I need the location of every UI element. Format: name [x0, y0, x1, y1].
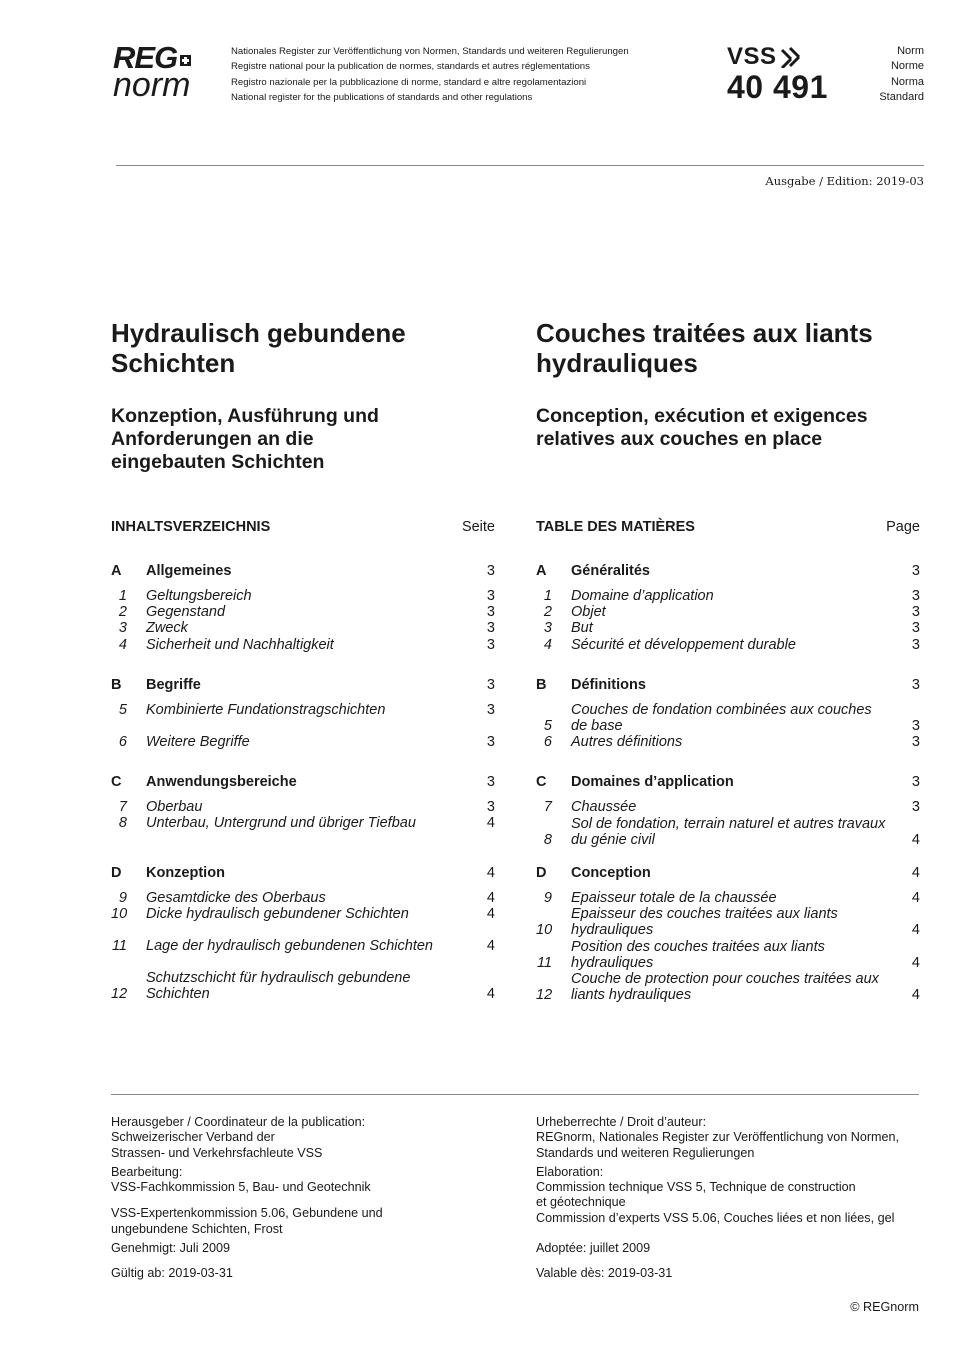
toc-section-letter: B: [536, 676, 547, 693]
copyright-info: [536, 1115, 926, 1161]
toc-section: [536, 865, 920, 1003]
toc-item-title: Unterbau, Untergrund und übriger Tiefbau: [146, 815, 416, 832]
toc-item: [111, 734, 495, 750]
toc-item: [536, 816, 920, 848]
publisher-info: [111, 1115, 501, 1161]
toc-item-number: 8: [543, 831, 552, 848]
toc-item-number: 11: [536, 954, 552, 971]
vss-arrows-icon: [779, 46, 805, 68]
toc-items: [111, 588, 495, 653]
logo-norm-text: norm: [113, 66, 191, 104]
toc-section: [111, 563, 495, 653]
toc-item-page: 4: [486, 986, 495, 1003]
footer-copyright-block: [536, 1115, 926, 1282]
doc-kind-de: Norm: [897, 45, 924, 57]
header-divider: [116, 165, 924, 166]
experts-line: VSS-Expertenkommission 5.06, Gebundene und: [111, 1206, 383, 1221]
approved-date: Genehmigt: Juli 2009: [111, 1241, 231, 1256]
toc-item-title: Lage der hydraulisch gebundenen Schichten: [146, 938, 433, 955]
toc-item: [111, 588, 495, 604]
toc-section-page: 3: [911, 563, 920, 579]
toc-section-page: 3: [911, 676, 920, 693]
toc-section-title: Konzeption: [146, 864, 225, 881]
toc-item: [536, 702, 920, 734]
toc-section: [536, 774, 920, 848]
toc-section-page: 4: [486, 864, 495, 881]
toc-item: [111, 620, 495, 636]
document-kind: [879, 44, 924, 105]
toc-item-number: 10: [536, 922, 553, 939]
logo-reg-text: REG: [113, 40, 178, 75]
vss-standard-id: [727, 44, 837, 104]
document-subtitle-de: Konzeption, Ausführung und Anforderungen an die eingebauten Schichten: [111, 405, 379, 473]
toc-item: [536, 799, 920, 815]
toc-item-title: Sicherheit und Nachhaltigkeit: [146, 636, 334, 653]
toc-section-letter: C: [111, 774, 122, 791]
toc-item: [536, 906, 920, 938]
toc-section-title: Begriffe: [146, 676, 201, 693]
toc-items: [536, 702, 920, 751]
toc-item-number: 10: [111, 905, 128, 922]
doc-kind-it: Norma: [890, 75, 924, 88]
toc-section-letter: A: [536, 563, 547, 579]
toc-item-number: 2: [118, 604, 127, 621]
toc-item: [111, 890, 495, 906]
toc-item-number: 5: [118, 701, 127, 718]
toc-item-title: But: [571, 620, 593, 637]
toc-item: [111, 938, 495, 954]
toc-item-title: Gesamtdicke des Oberbaus: [146, 889, 326, 906]
toc-section-title: Anwendungsbereiche: [146, 774, 297, 791]
toc-section-heading: [536, 774, 920, 790]
toc-section-heading: [536, 677, 920, 693]
toc-item-title: Epaisseur totale de la chaussée: [571, 890, 777, 907]
toc-item-number: 12: [536, 987, 553, 1004]
toc-item: [536, 604, 920, 620]
toc-item: [111, 815, 495, 831]
register-line-it: Registro nazionale per la pubblicazione di norme, standard e altre regolamentazioni: [231, 76, 587, 88]
toc-section-page: 3: [486, 676, 495, 693]
toc-item: [111, 637, 495, 653]
toc-item-number: 12: [111, 986, 128, 1003]
toc-item-page: 4: [911, 890, 920, 907]
editing-info: [111, 1165, 501, 1196]
toc-item-number: 9: [543, 890, 552, 907]
toc-section-title: Allgemeines: [146, 563, 232, 579]
footer-divider: [111, 1094, 919, 1095]
valid-date: Gültig ab: 2019-03-31: [111, 1266, 233, 1281]
elaboration-line: Commission technique VSS 5, Technique de construction: [536, 1180, 856, 1195]
elaboration-info: [536, 1165, 926, 1226]
elaboration-line: et géotechnique: [536, 1195, 626, 1210]
toc-items: [111, 702, 495, 750]
toc-item-title: Geltungsbereich: [146, 588, 252, 604]
toc-section: [111, 865, 495, 1003]
toc-section-page: 4: [911, 865, 920, 882]
toc-item-page: 3: [486, 701, 495, 718]
register-description: [231, 44, 671, 105]
toc-section-letter: D: [536, 865, 547, 882]
doc-kind-fr: Norme: [890, 60, 924, 73]
toc-item-title: Schutzschicht für hydraulisch gebundene Schichten: [146, 970, 411, 1003]
toc-page-label: Seite: [461, 519, 495, 535]
toc-page-label: Page: [886, 519, 920, 535]
publisher-label: Herausgeber / Coordinateur de la publication:: [111, 1115, 366, 1129]
toc-items: [111, 890, 495, 1003]
experts-line: ungebundene Schichten, Frost: [111, 1221, 283, 1236]
toc-item-number: 4: [543, 636, 552, 653]
vss-logo-text: VSS: [727, 43, 777, 70]
toc-item-number: 3: [543, 620, 552, 637]
copyright-label: Urheberrechte / Droit d’auteur:: [536, 1115, 707, 1129]
toc-header: [111, 519, 495, 541]
toc-section-heading: [111, 865, 495, 881]
toc-item-page: 3: [911, 588, 920, 604]
toc-item: [536, 734, 920, 750]
toc-item: [536, 971, 920, 1003]
toc-item-title: Weitere Begriffe: [146, 734, 250, 751]
editing-label: Bearbeitung:: [111, 1164, 183, 1179]
toc-title: TABLE DES MATIÈRES: [536, 519, 695, 535]
toc-item-page: 3: [486, 734, 495, 751]
toc-item-number: 1: [543, 588, 552, 604]
toc-item-page: 3: [911, 734, 920, 751]
toc-item-page: 3: [911, 799, 920, 816]
toc-item-page: 3: [486, 620, 495, 637]
toc-item-title: Zweck: [146, 620, 188, 637]
toc-items: [536, 890, 920, 1003]
edition-date: Ausgabe / Edition: 2019-03: [765, 174, 924, 188]
copyright-mark: © REGnorm: [850, 1300, 919, 1314]
toc-section-page: 3: [911, 774, 920, 791]
toc-item-title: Gegenstand: [146, 604, 226, 621]
toc-item-number: 1: [118, 588, 127, 604]
toc-item-title: Kombinierte Fundationstragschichten: [146, 701, 386, 718]
toc-section-letter: C: [536, 774, 547, 791]
toc-item-page: 3: [486, 604, 495, 621]
table-of-contents-fr: [536, 519, 920, 1003]
toc-item-number: 8: [118, 815, 127, 832]
standard-number: 40 491: [727, 69, 828, 105]
toc-item-page: 4: [911, 831, 920, 848]
toc-item-number: 7: [118, 799, 127, 816]
toc-item: [111, 906, 495, 922]
toc-item-title: Sol de fondation, terrain naturel et autres travaux du génie civil: [571, 815, 886, 848]
toc-items: [536, 799, 920, 848]
toc-item-page: 4: [486, 889, 495, 906]
toc-item-number: 6: [118, 734, 127, 751]
toc-item: [536, 637, 920, 653]
elaboration-label: Elaboration:: [536, 1164, 604, 1179]
toc-section-heading: [111, 677, 495, 693]
editing-value: VSS-Fachkommission 5, Bau- und Geotechnik: [111, 1180, 371, 1195]
title-block-fr: [536, 318, 924, 451]
toc-item-number: 5: [543, 718, 552, 735]
document-title-fr: Couches traitées aux liants hydrauliques: [536, 318, 873, 378]
copyright-line: REGnorm, Nationales Register zur Veröffentlichung von Normen,: [536, 1130, 900, 1145]
publisher-line: Strassen- und Verkehrsfachleute VSS: [111, 1145, 323, 1160]
footer-publisher-block: [111, 1115, 501, 1282]
toc-item-title: Oberbau: [146, 799, 203, 816]
toc-item-title: Sécurité et développement durable: [571, 636, 796, 653]
toc-section: [536, 563, 920, 653]
toc-item-page: 3: [486, 636, 495, 653]
toc-item-page: 3: [911, 604, 920, 621]
toc-item-number: 6: [543, 734, 552, 751]
toc-section-letter: A: [111, 563, 122, 579]
publisher-line: Schweizerischer Verband der: [111, 1130, 275, 1145]
title-block-de: [111, 318, 499, 474]
toc-section: [536, 677, 920, 751]
toc-item-page: 4: [486, 815, 495, 832]
elaboration-line: Commission d’experts VSS 5.06, Couches liées et non liées, gel: [536, 1210, 895, 1225]
experts-info: [111, 1206, 501, 1237]
toc-item-number: 3: [118, 620, 127, 637]
toc-item: [536, 588, 920, 604]
doc-kind-en: Standard: [879, 90, 924, 103]
document-subtitle-fr: Conception, exécution et exigences relatives aux couches en place: [536, 405, 868, 450]
toc-items: [111, 799, 495, 831]
toc-section-title: Domaines d’application: [571, 774, 734, 791]
toc-item-title: Domaine d’application: [571, 588, 714, 604]
toc-section-title: Définitions: [571, 676, 646, 693]
toc-section-letter: D: [111, 864, 122, 881]
toc-item-title: Epaisseur des couches traitées aux liants hydrauliques: [571, 906, 838, 939]
toc-section-heading: [536, 563, 920, 579]
toc-item-page: 4: [911, 922, 920, 939]
toc-section-heading: [536, 865, 920, 881]
toc-title: INHALTSVERZEICHNIS: [111, 519, 271, 535]
toc-item-number: 11: [111, 938, 127, 955]
toc-section: [111, 677, 495, 750]
toc-item-page: 3: [911, 718, 920, 735]
toc-item-page: 4: [911, 954, 920, 971]
toc-item-title: Chaussée: [571, 799, 637, 816]
toc-item-page: 4: [486, 905, 495, 922]
toc-section-letter: B: [111, 676, 122, 693]
toc-item: [111, 970, 495, 1002]
toc-item-title: Position des couches traitées aux liants hydrauliques: [571, 938, 825, 971]
toc-item: [111, 799, 495, 815]
toc-item-number: 9: [118, 889, 127, 906]
toc-section-heading: [111, 774, 495, 790]
swiss-cross-icon: [180, 55, 191, 66]
toc-item-number: 4: [118, 636, 127, 653]
toc-section: [111, 774, 495, 831]
valid-date: Valable dès: 2019-03-31: [536, 1266, 673, 1281]
toc-section-page: 3: [486, 774, 495, 791]
toc-item: [536, 620, 920, 636]
toc-item-page: 4: [911, 987, 920, 1004]
toc-section-page: 3: [486, 563, 495, 579]
toc-item-page: 4: [486, 938, 495, 955]
toc-item-title: Couche de protection pour couches traitées aux liants hydrauliques: [571, 971, 879, 1004]
toc-item: [536, 890, 920, 906]
toc-section-heading: [111, 563, 495, 579]
copyright-line: Standards und weiteren Regulierungen: [536, 1145, 755, 1160]
toc-item: [536, 939, 920, 971]
toc-item-page: 3: [486, 799, 495, 816]
toc-item: [111, 604, 495, 620]
regnorm-logo: [113, 40, 218, 104]
register-line-fr: Registre national pour la publication de normes, standards et autres réglementations: [231, 61, 590, 73]
toc-item-number: 2: [543, 604, 552, 621]
toc-item-page: 3: [486, 588, 495, 604]
document-title-de: Hydraulisch gebundene Schichten: [111, 318, 406, 378]
toc-section-title: Conception: [571, 865, 651, 882]
toc-items: [536, 588, 920, 653]
toc-item-page: 3: [911, 620, 920, 637]
toc-item: [111, 702, 495, 718]
toc-item-title: Objet: [571, 604, 606, 621]
toc-item-title: Autres définitions: [571, 734, 683, 751]
toc-section-title: Généralités: [571, 563, 650, 579]
toc-item-title: Dicke hydraulisch gebundener Schichten: [146, 905, 409, 922]
register-line-en: National register for the publications of standards and other regulations: [231, 91, 533, 103]
register-line-de: Nationales Register zur Veröffentlichung von Normen, Standards und weiteren Regulierungen: [231, 46, 629, 57]
toc-item-page: 3: [911, 636, 920, 653]
vss-logo: [727, 44, 837, 70]
table-of-contents-de: [111, 519, 495, 1003]
toc-header: [536, 519, 920, 541]
toc-item-title: Couches de fondation combinées aux couches de base: [571, 701, 872, 735]
toc-item-number: 7: [543, 799, 552, 816]
adopted-date: Adoptée: juillet 2009: [536, 1241, 651, 1256]
